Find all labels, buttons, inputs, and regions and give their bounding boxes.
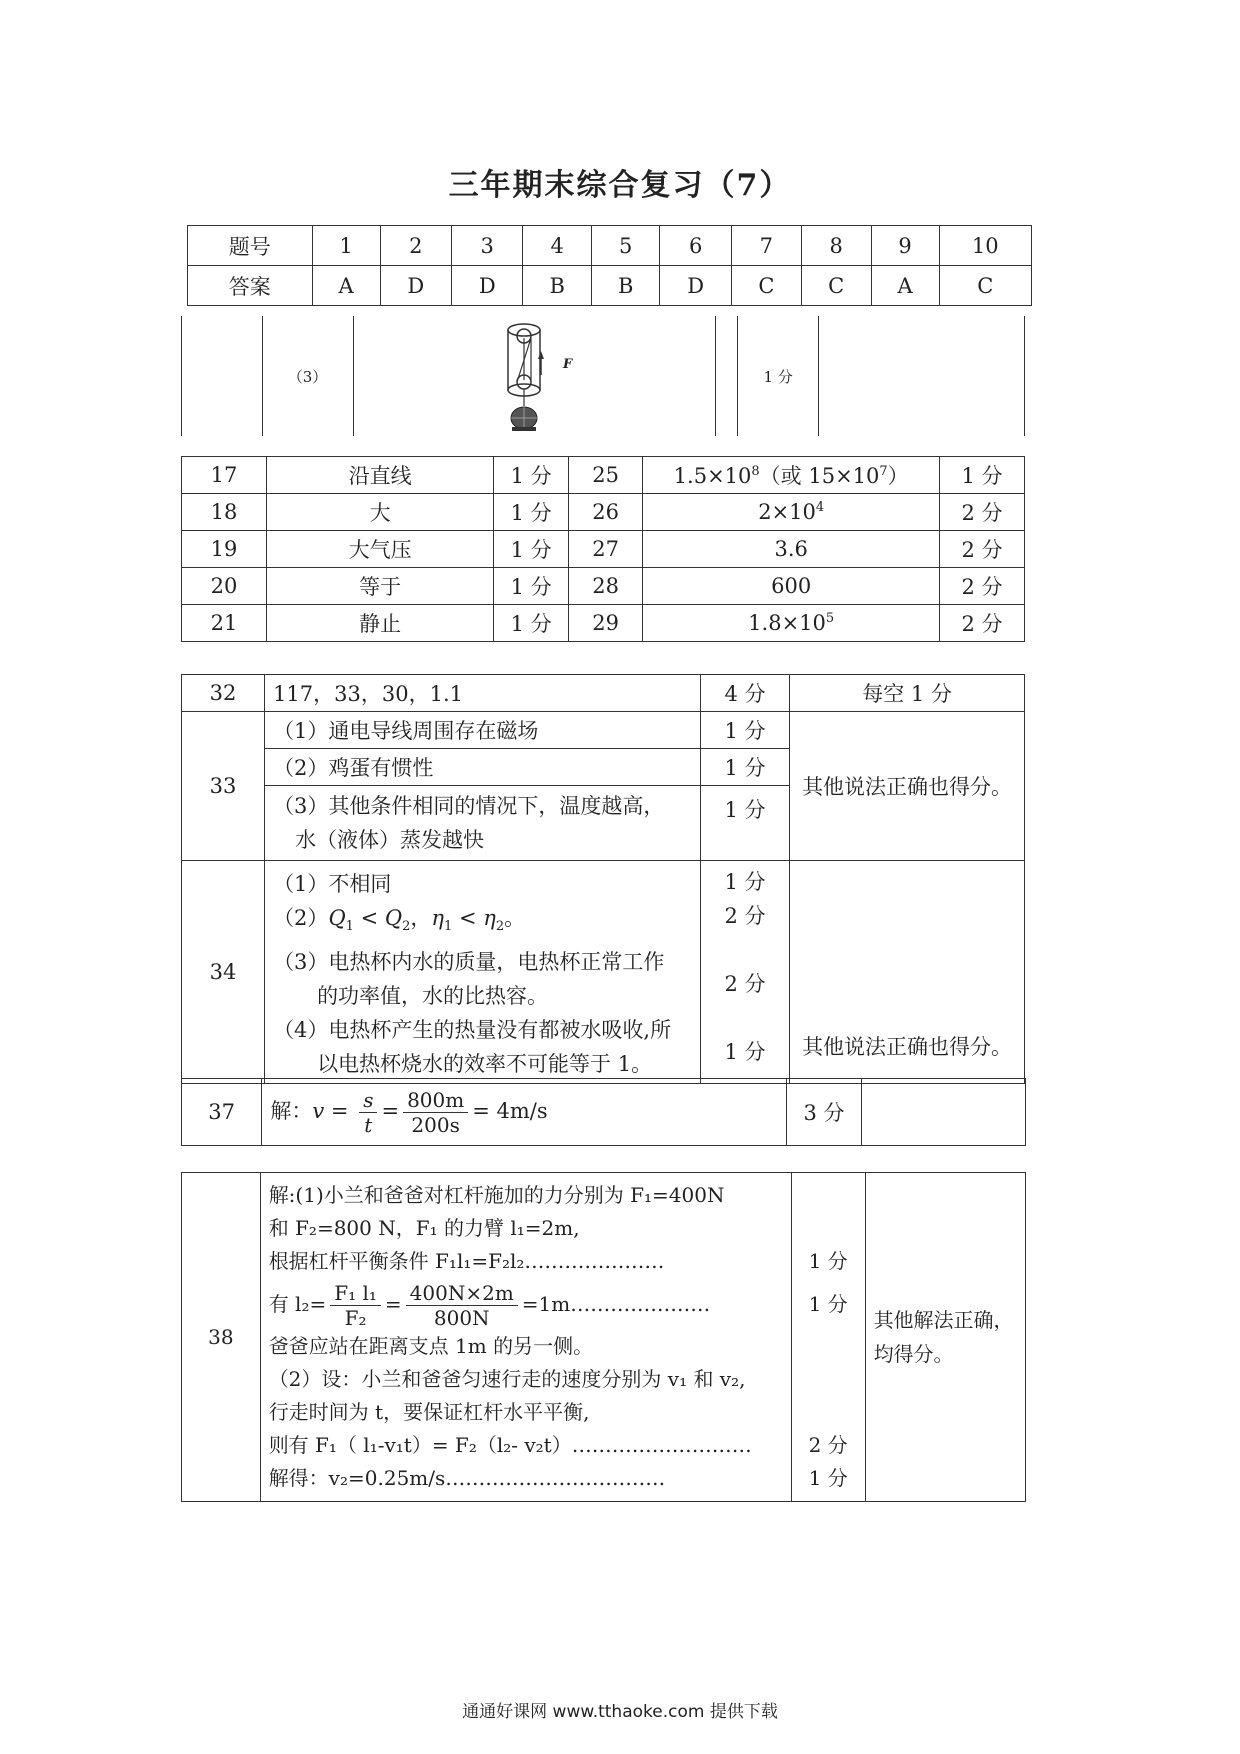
question-number: 26 bbox=[568, 494, 642, 531]
question-number: 9 bbox=[871, 226, 939, 266]
q16-score: 1 分 bbox=[738, 316, 819, 436]
score: 2 分 bbox=[940, 605, 1025, 642]
calculation-answers-table bbox=[181, 1078, 1026, 1146]
table-row bbox=[182, 457, 1025, 494]
question-number-row bbox=[188, 226, 1032, 266]
row-header-answer: 答案 bbox=[188, 266, 313, 306]
solution-text: 解:(1)小兰和爸爸对杠杆施加的力分别为 F₁=400N 和 F₂=800 N，F₁ 的力臂 l₁=2m, 根据杠杆平衡条件 F₁l₁=F₂l₂………………… 有 l₂= $\frac{\text{F₁ l₁}}{\text{F₂}}$ = $\frac{400N\times 2m}{800N}$ =1m………………… 爸爸应站在距离支点 1m 的另一侧。 （2）设：小兰和爸爸匀速行走的速度分别为 v₁ 和 v₂, 行走时间为 t，要保证杠杆水平平衡, 则有 F₁（ l₁-v₁t）= F₂（l₂- v₂t）……………………… 解得：v₂=0.25m/s…………………………… bbox=[260, 1173, 791, 1502]
question-number: 4 bbox=[523, 226, 592, 266]
answer-formula: 解：v = $\frac{s}{t}$ = $\frac{800m}{200s}$ = 4m/s bbox=[262, 1079, 787, 1146]
answer-text: 静止 bbox=[266, 605, 494, 642]
table-row bbox=[182, 1173, 1026, 1502]
answer-value: D bbox=[452, 266, 523, 306]
table-row bbox=[182, 675, 1025, 712]
score: 1 分 bbox=[940, 457, 1025, 494]
question-number: 38 bbox=[182, 1173, 261, 1502]
answer-value: A bbox=[312, 266, 380, 306]
q16-number-cell bbox=[182, 316, 263, 436]
score: 1 分 bbox=[700, 749, 789, 786]
pulley-diagram-icon bbox=[494, 320, 574, 432]
answer-text: 等于 bbox=[266, 568, 494, 605]
answer-text: 117，33，30，1.1 bbox=[265, 675, 701, 712]
table-row bbox=[182, 568, 1025, 605]
question-number: 27 bbox=[568, 531, 642, 568]
q16-part: （3） bbox=[262, 316, 353, 436]
question-number: 37 bbox=[182, 1079, 262, 1146]
question-number: 10 bbox=[939, 226, 1031, 266]
grading-note bbox=[861, 1079, 1025, 1146]
answer-value: D bbox=[380, 266, 451, 306]
q16-table bbox=[181, 316, 1025, 436]
question-number: 1 bbox=[312, 226, 380, 266]
pulley-figure-cell bbox=[353, 316, 716, 436]
footer-credit: 通通好课网 www.tthaoke.com 提供下载 bbox=[462, 1702, 778, 1722]
answer-value: D bbox=[660, 266, 731, 306]
grading-note: 每空 1 分 bbox=[790, 675, 1025, 712]
score: 3 分 bbox=[787, 1079, 861, 1146]
table-row bbox=[182, 605, 1025, 642]
fill-in-table bbox=[181, 456, 1025, 642]
question-number: 7 bbox=[731, 226, 801, 266]
answer-value: C bbox=[731, 266, 801, 306]
grading-note: 其他解法正确， 均得分。 bbox=[865, 1173, 1025, 1502]
question-number: 32 bbox=[182, 675, 265, 712]
experiment-answers-table bbox=[181, 674, 1025, 1084]
answer-value: A bbox=[871, 266, 939, 306]
q16-note-cell bbox=[818, 316, 1024, 436]
question-number: 3 bbox=[452, 226, 523, 266]
grading-note: 其他说法正确也得分。 bbox=[790, 712, 1025, 861]
answer-text: 大气压 bbox=[266, 531, 494, 568]
score: 2 分 bbox=[940, 568, 1025, 605]
score: 4 分 bbox=[700, 675, 789, 712]
answer-text: （1）不相同 $(2)Q_1 < Q_2$，$\eta_1 < \eta_2$。 （3）电热杯内水的质量，电热杯正常工作 的功率值，水的比热容。 （4）电热杯产生的热量没有都被水吸收,所 以电热杯烧水的效率不可能等于 1。 bbox=[265, 861, 701, 1084]
answer-value: C bbox=[801, 266, 871, 306]
score-column: 1 分 1 分 2 分 1 分 bbox=[791, 1173, 865, 1502]
table-row bbox=[182, 494, 1025, 531]
answer-table bbox=[187, 225, 1032, 306]
answer-text: （3）其他条件相同的情况下，温度越高， 水（液体）蒸发越快 bbox=[265, 786, 701, 861]
force-label: F bbox=[563, 357, 573, 372]
answer-text: 600 bbox=[643, 568, 940, 605]
question-number: 8 bbox=[801, 226, 871, 266]
answer-value: C bbox=[939, 266, 1031, 306]
answer-text: （1）通电导线周围存在磁场 bbox=[265, 712, 701, 749]
answer-text: （2）鸡蛋有惯性 bbox=[265, 749, 701, 786]
question-number: 6 bbox=[660, 226, 731, 266]
question-number: 17 bbox=[182, 457, 267, 494]
question-number: 29 bbox=[568, 605, 642, 642]
answer-value: B bbox=[591, 266, 660, 306]
score: 1 分 bbox=[494, 457, 568, 494]
question-number: 34 bbox=[182, 861, 265, 1084]
answer-text: $2\times 10^4$ bbox=[643, 494, 940, 531]
question-number: 2 bbox=[380, 226, 451, 266]
score: 1 分 bbox=[494, 568, 568, 605]
answer-row bbox=[188, 266, 1032, 306]
lever-solution-table bbox=[181, 1172, 1026, 1502]
question-number: 33 bbox=[182, 712, 265, 861]
score: 1 分 bbox=[494, 605, 568, 642]
score: 2 分 bbox=[940, 494, 1025, 531]
row-header-question: 题号 bbox=[188, 226, 313, 266]
question-number: 5 bbox=[591, 226, 660, 266]
answer-text: 3.6 bbox=[643, 531, 940, 568]
table-row bbox=[182, 1079, 1026, 1146]
table-row bbox=[182, 531, 1025, 568]
table-row bbox=[182, 861, 1025, 1084]
answer-value: B bbox=[523, 266, 592, 306]
score-column: 1 分 2 分 2 分 1 分 bbox=[700, 861, 789, 1084]
grading-note: 其他说法正确也得分。 bbox=[790, 861, 1025, 1084]
question-number: 25 bbox=[568, 457, 642, 494]
answer-text: 沿直线 bbox=[266, 457, 494, 494]
question-number: 21 bbox=[182, 605, 267, 642]
score: 1 分 bbox=[494, 494, 568, 531]
answer-text: $1.5\times 10^8$（或 $15\times 10^7$） bbox=[643, 457, 940, 494]
score: 2 分 bbox=[940, 531, 1025, 568]
page-title: 三年期末综合复习（7） bbox=[448, 168, 792, 203]
score: 1 分 bbox=[700, 786, 789, 861]
answer-text: 大 bbox=[266, 494, 494, 531]
question-number: 20 bbox=[182, 568, 267, 605]
score: 1 分 bbox=[700, 712, 789, 749]
score: 1 分 bbox=[494, 531, 568, 568]
question-number: 18 bbox=[182, 494, 267, 531]
answer-text: $1.8\times 10^5$ bbox=[643, 605, 940, 642]
question-number: 28 bbox=[568, 568, 642, 605]
question-number: 19 bbox=[182, 531, 267, 568]
table-row bbox=[182, 712, 1025, 749]
